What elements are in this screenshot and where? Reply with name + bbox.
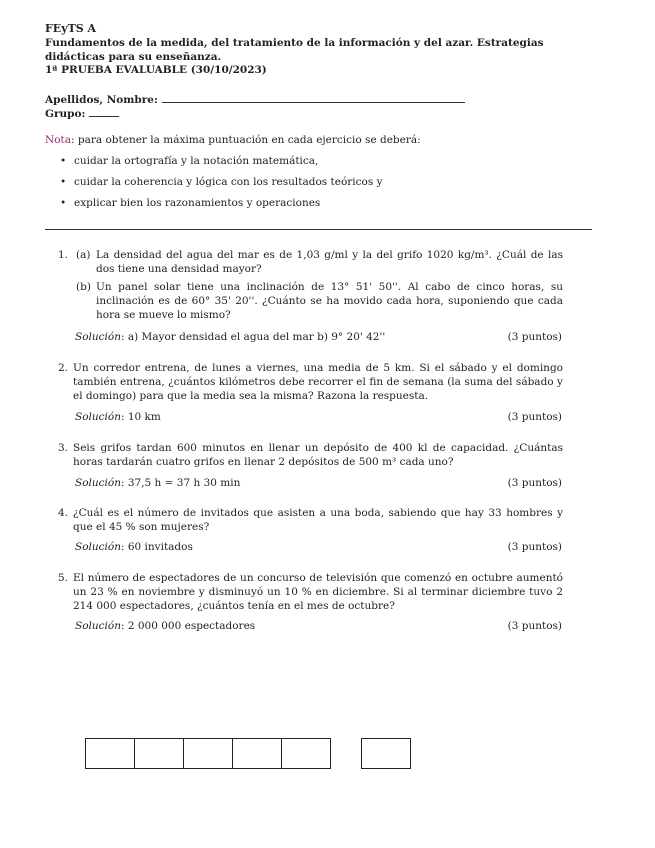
part-label: (a) (76, 249, 91, 261)
solution-text: : 10 km (120, 411, 161, 423)
nota (45, 133, 421, 147)
name-label: Apellidos, Nombre: (45, 94, 158, 106)
question-text: Seis grifos tardan 600 minutos en llenar un depósito de 400 kl de capacidad. ¿Cuántas horas tardarán cuatro grifos en llenar 2 depósitos de 500 m³ cada uno? (73, 442, 563, 468)
question-number: 5. (58, 572, 69, 584)
question-1 (58, 248, 563, 322)
score-box[interactable] (86, 739, 135, 768)
question-part-a (73, 248, 563, 276)
solution-label: Solución (75, 477, 121, 489)
name-line[interactable] (162, 92, 465, 103)
solution-1 (75, 330, 385, 344)
solution-text: : 60 invitados (120, 541, 193, 553)
question-number: 4. (58, 507, 69, 519)
divider (45, 229, 592, 230)
solution-label: Solución (75, 411, 121, 423)
bullet-item (62, 196, 320, 210)
question-5 (58, 571, 563, 613)
score-box[interactable] (282, 739, 330, 768)
question-text: El número de espectadores de un concurso de televisión que comenzó en octubre aumentó un 23 % en noviembre y disminuyó un 10 % en diciembre. Si al terminar diciembre tuvo 2 214 000 espectadores, ¿cuántos tenía en el mes de octubre? (73, 572, 563, 612)
question-3 (58, 441, 563, 469)
question-2 (58, 361, 563, 403)
question-number: 1. (58, 249, 69, 261)
question-part-b (73, 280, 563, 322)
course-name: Fundamentos de la medida, del tratamiento de la información y del azar. Estrategias didácticas para su enseñanza. (45, 37, 544, 63)
points-5: (3 puntos) (507, 620, 562, 632)
bullet-item (62, 175, 383, 189)
question-number: 3. (58, 442, 69, 454)
solution-2 (75, 410, 161, 424)
bullet-item (62, 154, 318, 168)
question-text: Un corredor entrena, de lunes a viernes, una media de 5 km. Si el sábado y el domingo también entrena, ¿cuántos kilómetros debe recorrer el fin de semana (la suma del sábado y el domingo) para que la media sea la misma? Razona la respuesta. (73, 362, 563, 402)
bullet-text: cuidar la coherencia y lógica con los resultados teóricos y (74, 176, 383, 188)
course-title (45, 37, 570, 78)
exam-title: 1ª PRUEBA EVALUABLE (30/10/2023) (45, 64, 267, 76)
question-number: 2. (58, 362, 69, 374)
solution-label: Solución (75, 331, 121, 343)
part-text: Un panel solar tiene una inclinación de 13° 51' 50''. Al cabo de cinco horas, su inclinación es de 60° 35' 20''. ¿Cuánto se ha movido cada hora, suponiendo que cada hora se mueve lo mismo? (96, 281, 563, 321)
question-text: ¿Cuál es el número de invitados que asisten a una boda, sabiendo que hay 33 hombres y que el 45 % son mujeres? (73, 507, 563, 533)
score-box[interactable] (135, 739, 184, 768)
bullet-text: cuidar la ortografía y la notación matemática, (74, 155, 319, 167)
group-line[interactable] (89, 106, 119, 117)
solution-5 (75, 619, 255, 633)
exam-code: FEyTS A (45, 22, 97, 35)
bullet-text: explicar bien los razonamientos y operaciones (74, 197, 321, 209)
solution-text: : 2 000 000 espectadores (120, 620, 256, 632)
points-4: (3 puntos) (507, 541, 562, 553)
points-1: (3 puntos) (507, 331, 562, 343)
part-text: La densidad del agua del mar es de 1,03 g/ml y la del grifo 1020 kg/m³. ¿Cuál de las dos tiene una densidad mayor? (96, 249, 563, 275)
solution-text: : a) Mayor densidad el agua del mar b) 9° 20' 42'' (120, 331, 386, 343)
group-field[interactable] (45, 106, 119, 121)
points-2: (3 puntos) (507, 411, 562, 423)
total-score-box[interactable] (361, 738, 411, 769)
points-3: (3 puntos) (507, 477, 562, 489)
solution-label: Solución (75, 620, 121, 632)
part-label: (b) (76, 281, 91, 293)
question-4 (58, 506, 563, 534)
group-label: Grupo: (45, 108, 86, 120)
score-box[interactable] (233, 739, 282, 768)
solution-label: Solución (75, 541, 121, 553)
solution-3 (75, 476, 240, 490)
score-box[interactable] (184, 739, 233, 768)
score-grid (85, 738, 331, 769)
solution-text: : 37,5 h = 37 h 30 min (120, 477, 241, 489)
solution-4 (75, 540, 193, 554)
name-field[interactable] (45, 92, 465, 107)
nota-text: : para obtener la máxima puntuación en cada ejercicio se deberá: (71, 134, 421, 146)
nota-label: Nota (45, 134, 71, 146)
